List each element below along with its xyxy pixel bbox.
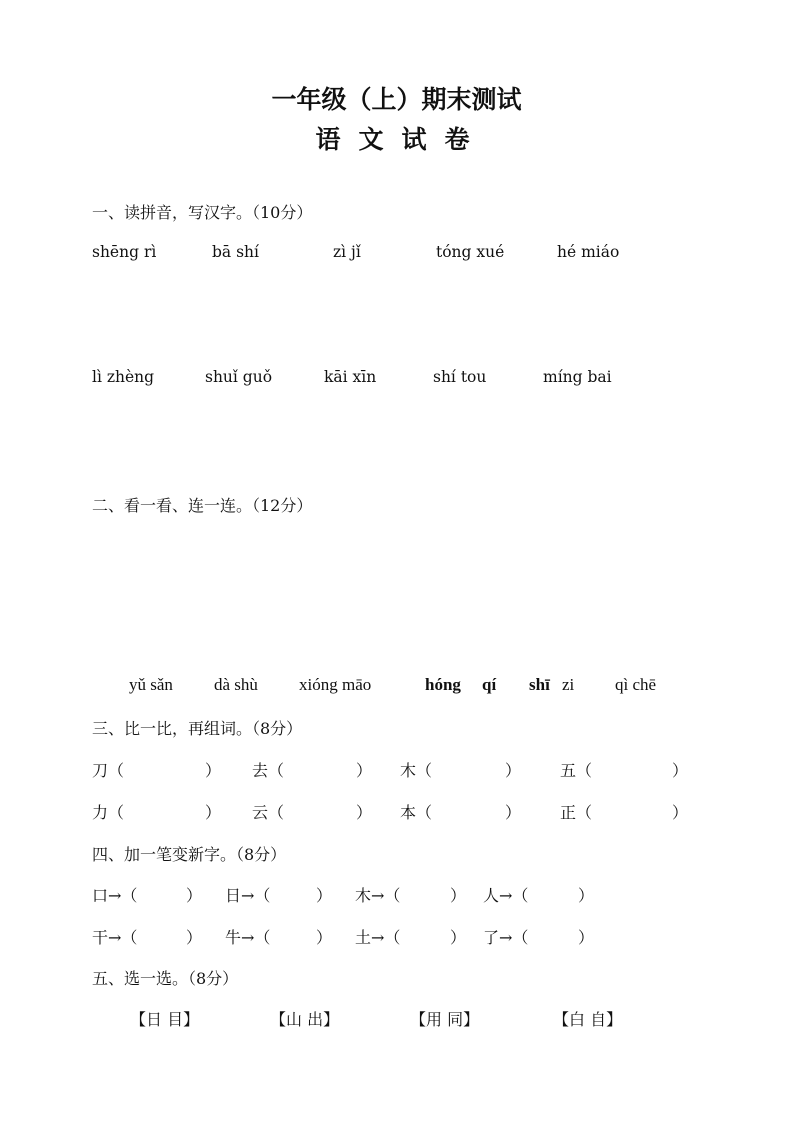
add-stroke-open: 人→（ (483, 886, 529, 905)
choice-group: 【用 同】 (410, 1010, 480, 1029)
pinyin-item: bā shí (212, 243, 259, 261)
pinyin-item: zì jǐ (333, 243, 361, 261)
choice-group: 【日 目】 (130, 1010, 200, 1029)
add-stroke-open: 牛→（ (225, 928, 271, 947)
section-3-heading: 三、比一比，再组词。（8分） (92, 719, 303, 738)
compare-char-open: 正（ (560, 803, 593, 822)
pinyin-item: shí tou (433, 368, 487, 386)
add-stroke-close: ） (450, 928, 467, 947)
pinyin-syllable: qí (482, 675, 497, 694)
compare-char-close: ） (505, 761, 522, 780)
section-5-heading: 五、选一选。（8分） (92, 969, 239, 988)
compare-char-open: 五（ (560, 761, 593, 780)
add-stroke-close: ） (186, 928, 203, 947)
compare-char-open: 刀（ (92, 761, 125, 780)
compare-char-close: ） (356, 803, 373, 822)
pinyin-item: shuǐ guǒ (205, 368, 273, 386)
add-stroke-close: ） (316, 886, 333, 905)
compare-char-close: ） (356, 761, 373, 780)
compare-char-open: 力（ (92, 803, 125, 822)
add-stroke-close: ） (186, 886, 203, 905)
add-stroke-open: 日→（ (225, 886, 271, 905)
pinyin-item: tóng xué (436, 243, 505, 261)
compare-char-open: 木（ (400, 761, 433, 780)
compare-char-open: 本（ (400, 803, 433, 822)
section-1-heading: 一、读拼音，写汉字。（10分） (92, 203, 313, 222)
add-stroke-close: ） (450, 886, 467, 905)
section-2-heading: 二、看一看、连一连。（12分） (92, 496, 313, 515)
pinyin-item: kāi xīn (324, 368, 377, 386)
pinyin-item: qì chē (615, 675, 657, 694)
pinyin-item (425, 675, 461, 695)
compare-char-close: ） (672, 803, 689, 822)
page-subtitle: 语文试卷 (315, 125, 488, 154)
add-stroke-close: ） (316, 928, 333, 947)
add-stroke-open: 了→（ (483, 928, 529, 947)
pinyin-item: lì zhèng (92, 368, 155, 386)
pinyin-item (529, 675, 550, 695)
pinyin-item: hé miáo (557, 243, 620, 261)
pinyin-item: shēng rì (92, 243, 157, 261)
pinyin-item: míng bai (543, 368, 612, 386)
add-stroke-close: ） (578, 928, 595, 947)
compare-char-open: 云（ (252, 803, 285, 822)
pinyin-item: zi (562, 675, 575, 694)
pinyin-item (482, 675, 496, 695)
add-stroke-open: 干→（ (92, 928, 138, 947)
pinyin-item: xióng māo (299, 675, 372, 694)
choice-group: 【山 出】 (270, 1010, 340, 1029)
add-stroke-open: 口→（ (92, 886, 138, 905)
pinyin-item: yǔ sǎn (129, 675, 173, 694)
compare-char-close: ） (205, 803, 222, 822)
add-stroke-open: 木→（ (355, 886, 401, 905)
page-title: 一年级（上）期末测试 (271, 85, 522, 114)
compare-char-close: ） (672, 761, 689, 780)
pinyin-syllable: shī (529, 675, 550, 694)
add-stroke-close: ） (578, 886, 595, 905)
compare-char-close: ） (205, 761, 222, 780)
add-stroke-open: 土→（ (355, 928, 401, 947)
section-4-heading: 四、加一笔变新字。（8分） (92, 845, 287, 864)
choice-group: 【白 自】 (553, 1010, 623, 1029)
compare-char-open: 去（ (252, 761, 285, 780)
pinyin-item: dà shù (214, 675, 258, 694)
pinyin-syllable: hóng (425, 675, 461, 694)
compare-char-close: ） (505, 803, 522, 822)
